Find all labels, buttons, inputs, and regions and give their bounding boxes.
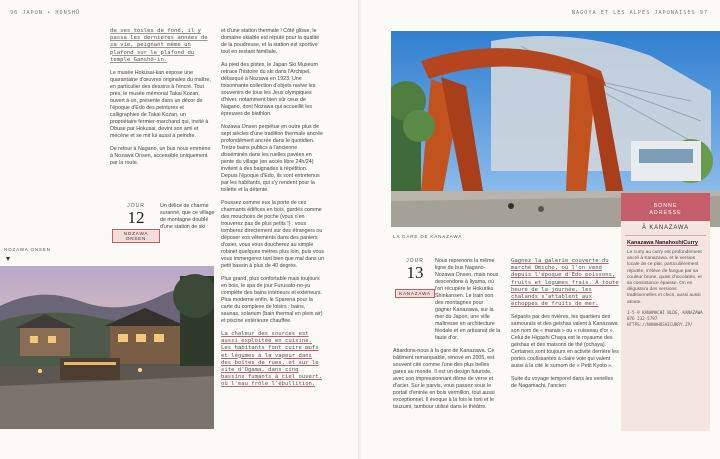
sidebar-header-line1: BONNE bbox=[653, 203, 678, 209]
left-photo-caption: NOZAWA ONSEN bbox=[4, 247, 51, 252]
day-13-number: 13 bbox=[406, 263, 424, 282]
day-12-marker bbox=[112, 203, 160, 245]
right-top-quote: Gagnez la galerie couverte du marché Omicho, où l'on vend depuis l'époque d'Edo poissons, fruits et légumes frais. À toute heure de la journée, les chalands s'attablent aux échoppes de fruits de mer. bbox=[511, 258, 619, 308]
restaurant-website[interactable]: HTTPS://NANAHOSHICURRY.JP/ bbox=[627, 321, 693, 327]
right-photo-caption: LA GARE DE KANAZAWA bbox=[393, 234, 463, 239]
left-col2-p5: Plus grand, plus confortable mais toujours en bois, le spa de jour Furusato-no-yu complète des bains intérieurs et extérieurs. Plus moderne enfin, le Sparena pour la carte du complexe de loisirs : bains, saunas, solarium (bain thermal en plein air) et piscine extérieure chauffée. bbox=[221, 276, 323, 324]
day-12-number: 12 bbox=[127, 208, 145, 227]
left-running-head: 96 JAPON • HONSHŪ bbox=[10, 10, 81, 16]
left-top-quote: de ses toiles de fond, il y passa les dernières années de sa vie, peignant même un plafond sur le plafond du temple Ganshō-in. bbox=[110, 28, 208, 63]
day-12-tag: NOZAWA ONSEN bbox=[112, 229, 160, 243]
sidebar-body bbox=[621, 236, 710, 332]
left-col2-p2: Au pied des pistes, le Japan Ski Museum retrace l'histoire du ski dans l'Archipel, débarqué à Nozawa en 1923. Une foisonnante collection d'objets ravive les souvenirs de tous les Jeux olympiques d'hiver, notamment bien sûr ceux de Nagano, dont Nozawa qui accueillit les épreuves de biathlon. bbox=[221, 62, 318, 117]
restaurant-name: Kanazawa NanahoshiCurry bbox=[627, 240, 698, 246]
left-col1-p1: Le musée Hokusai-kan expose une quarantaine d'œuvres originales du maître, en particulier des dessins à l'encre. Tout près, le musée mémorial Takai Kozan, ouvert à un, présente dans un décor de l'époque d'Edo des peintures et calligraphies de Takai Kozan, un propriétaire fermier-marchand qui, invité à Obuse par Hokusai, devint son ami et mécène et se mit lui aussi à peindre. bbox=[110, 70, 211, 140]
right-col2-p2: Suite du voyage temporel dans les venelles de Nagamachi, l'ancien bbox=[511, 376, 614, 390]
sidebar-header bbox=[621, 193, 710, 221]
left-bottom-quote: La chaleur des sources est aussi exploitée en cuisine. Les habitants font cuire œufs et légumes à la vapeur dans des boîtes de rues, et sur le site d'Ogama, dans cinq bassins fumants à ciel ouvert, où l'eau frôle l'ébullition. bbox=[221, 331, 323, 388]
restaurant-info bbox=[627, 310, 704, 328]
left-col2-p3: Nozawa Onsen perpétue en outre plus de sept siècles d'une tradition thermale ancrée profondément ancrée dans le quotidien. Treize bains publics à l'ancienne disséminés dans les ruelles pavées en pente du village (en accès libre 24h/24) invitent à des baignades à répétition. Depuis l'époque d'Edo, ils sont entretenus par les habitants, qui s'y rendent pour la toilette et la détente. bbox=[221, 124, 324, 193]
right-column-2 bbox=[511, 258, 619, 396]
right-col1-p2: Attardons-nous à la gare de Kanazawa. Ce bâtiment remarquable, rénové en 2005, est souvent cité comme l'une des plus belles gares au monde. Il est un design futuriste, avec son impressionnant dôme de verre et d'acier. Sur le parvis, vous passez sous le portail d'entrée en bois vermillon, tout aussi exceptionnel. Il évoque à la fois le torii et le tsuzumi, tambour utilisé dans le théâtre. bbox=[393, 348, 495, 410]
day-13-tag: KANAZAWA bbox=[395, 289, 435, 298]
sidebar-place: À KANAZAWA bbox=[625, 221, 706, 236]
left-page bbox=[0, 0, 359, 459]
left-column-1 bbox=[110, 28, 212, 173]
sidebar-header-line2: ADRESSE bbox=[649, 210, 682, 216]
left-col1-p2: De retour à Nagano, un bus nous emmène à Nozawa Onsen, accessible uniquement par la route. bbox=[110, 146, 211, 167]
day-12-label: JOUR bbox=[127, 203, 145, 209]
restaurant-phone: 076 232-5797 bbox=[627, 315, 658, 321]
restaurant-description: Le curry au curry est profondément ancré à Kanazawa, et le version locale de ce plat, particulièrement réputée, s'élève de fangue par sa couleur brune, quasi chocolatée, et sa consistance épaisse. On en dégustera des versions traditionnelles et chics, aussi aussi atoute. bbox=[627, 250, 702, 305]
right-col1-p1: Nous reprenons la même ligne de bus Nagano-Nozawa Onsen, mais nous descendons à Iiyama, où l'on récupère le Hokuriku Shinkansen. Le train son des montagnes pour gagner Kanazawa, sur la mer du Japon, une ville maîtresse en architecture féodale et en artisanat de la faute d'or. bbox=[435, 258, 501, 341]
right-column-1 bbox=[393, 258, 501, 417]
day-13-label: JOUR bbox=[406, 258, 424, 264]
left-column-2 bbox=[221, 28, 325, 395]
right-running-head: NAGOYA ET LES ALPES JAPONAISES 97 bbox=[571, 10, 708, 16]
left-col2-p1: et d'une station thermale ! Côté glisse, le domaine skiable est réputé pour la qualité de la poudreuse, et la station est sportive tout en restant familiale. bbox=[221, 28, 320, 55]
left-col2-p4: Poussez comme eux la porte de ces charmants édifices en bois, gardés comme des mouchoirs de poche (vous n'en trouverez pas de plus petits !) : vous tomberez directement sur des étrangers ou déposer vos vêtements dans des paniers d'osier, vous vous doucherez au simple robinet quelques mètres plus loin, puis vous vous immergerez tant bien que mal dans un petit bassin à plus de 40 degrés. bbox=[221, 200, 325, 269]
right-col2-p1: Séparés par des rivières, les quartiers des samouraïs et des geishas valent à Kanazawa son nom de « marais » ou « ruisseau d'or ». Celui de Higashi Chaya est le royaume des geishas et des maisons de thé (ochaya). Certaines sont toujours en activité derrière les portes coulissantes à claire voie qui valent aussi à la cité le surnom de « Petit Kyoto ». bbox=[511, 314, 619, 370]
nozawa-onsen-photo bbox=[0, 266, 214, 429]
caption-arrow-icon bbox=[6, 257, 10, 261]
day-12-intro: Un délice de charme suranné, que ce village de montagne doublé d'une station de ski bbox=[160, 203, 215, 230]
bonne-adresse-box bbox=[621, 193, 710, 431]
restaurant-address: 1-5-9 KANAMACHI BLDG, KANAZAWA bbox=[627, 309, 703, 315]
